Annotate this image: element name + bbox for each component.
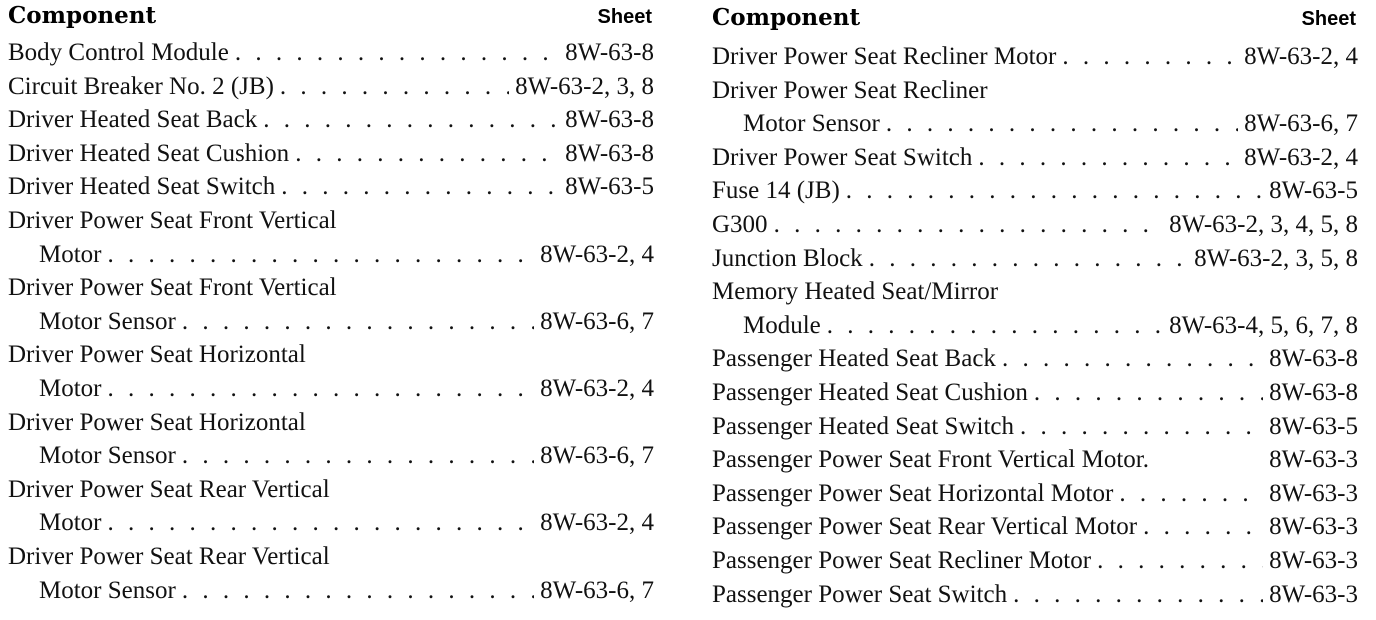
index-entry xyxy=(8,305,654,339)
sheet-reference: 8W-63-3 xyxy=(1269,446,1358,474)
component-name: Passenger Heated Seat Cushion xyxy=(712,378,1028,406)
sheet-reference: 8W-63-6, 7 xyxy=(540,442,654,470)
index-entry xyxy=(712,443,1358,477)
index-entry xyxy=(712,174,1358,208)
index-entry xyxy=(8,103,654,137)
index-entry xyxy=(8,473,654,507)
dot-leader xyxy=(295,137,559,171)
right-entries xyxy=(712,40,1358,611)
index-entry xyxy=(8,271,654,305)
dot-leader xyxy=(978,141,1238,175)
component-name: Driver Power Seat Horizontal xyxy=(8,408,306,436)
sheet-heading: Sheet xyxy=(1301,8,1356,30)
dot-leader xyxy=(1097,544,1263,578)
sheet-reference: 8W-63-6, 7 xyxy=(1244,110,1358,138)
index-entry xyxy=(712,208,1358,242)
component-name: Passenger Power Seat Recliner Motor xyxy=(712,546,1092,574)
sheet-reference: 8W-63-3 xyxy=(1269,546,1358,574)
sheet-reference: 8W-63-2, 3, 4, 5, 8 xyxy=(1169,210,1358,238)
dot-leader xyxy=(280,70,509,104)
component-name: Driver Heated Seat Cushion xyxy=(8,139,290,167)
dot-leader xyxy=(827,309,1163,343)
dot-leader xyxy=(869,242,1188,276)
index-entry xyxy=(712,477,1358,511)
sheet-reference: 8W-63-8 xyxy=(565,106,654,134)
index-entry xyxy=(8,238,654,272)
dot-leader xyxy=(108,372,535,406)
sheet-reference: 8W-63-6, 7 xyxy=(540,576,654,604)
index-entry xyxy=(8,338,654,372)
component-name: Module xyxy=(743,311,821,339)
dot-leader xyxy=(108,506,535,540)
component-name: Driver Power Seat Recliner xyxy=(712,76,988,104)
dot-leader xyxy=(1020,410,1263,444)
component-name: Passenger Power Seat Rear Vertical Motor xyxy=(712,513,1138,541)
component-name: Driver Power Seat Rear Vertical xyxy=(8,475,330,503)
dot-leader xyxy=(774,208,1164,242)
sheet-reference: 8W-63-6, 7 xyxy=(540,307,654,335)
component-name: Driver Power Seat Recliner Motor xyxy=(712,43,1057,70)
dot-leader xyxy=(886,107,1238,141)
dot-leader xyxy=(235,36,559,70)
index-entry xyxy=(712,242,1358,276)
dot-leader xyxy=(1119,477,1263,511)
index-entry xyxy=(8,506,654,540)
component-name: Motor xyxy=(39,509,102,537)
sheet-reference: 8W-63-2, 3, 5, 8 xyxy=(1194,244,1358,272)
component-heading: Component xyxy=(712,4,861,31)
index-entry xyxy=(712,342,1358,376)
sheet-reference: 8W-63-5 xyxy=(1269,177,1358,205)
dot-leader xyxy=(182,574,534,608)
left-column xyxy=(8,0,654,607)
index-entry xyxy=(8,70,654,104)
index-entry xyxy=(712,107,1358,141)
index-entry xyxy=(8,372,654,406)
component-name: Passenger Heated Seat Switch xyxy=(712,412,1015,440)
index-entry xyxy=(712,40,1358,74)
sheet-reference: 8W-63-2, 3, 8 xyxy=(515,72,654,100)
left-entries xyxy=(8,36,654,607)
sheet-reference: 8W-63-8 xyxy=(1269,378,1358,406)
index-entry xyxy=(8,540,654,574)
index-entry xyxy=(712,544,1358,578)
component-name: Driver Power Seat Switch xyxy=(712,143,973,171)
sheet-reference: 8W-63-4, 5, 6, 7, 8 xyxy=(1169,311,1358,339)
sheet-reference: 8W-63-3 xyxy=(1269,580,1358,608)
component-name: Circuit Breaker No. 2 (JB) xyxy=(8,72,274,100)
index-entry xyxy=(712,74,1358,108)
dot-leader xyxy=(182,439,534,473)
index-entry xyxy=(8,439,654,473)
sheet-reference: 8W-63-5 xyxy=(1269,412,1358,440)
sheet-reference: 8W-63-2, 4 xyxy=(1244,143,1358,171)
right-column xyxy=(712,0,1358,611)
component-name: Motor xyxy=(39,374,102,402)
component-name: Body Control Module xyxy=(8,39,229,66)
sheet-reference: 8W-63-2, 4 xyxy=(1244,43,1358,70)
index-entry xyxy=(712,410,1358,444)
component-name: Passenger Power Seat Switch xyxy=(712,580,1008,608)
index-entry xyxy=(712,309,1358,343)
component-name: Driver Heated Seat Switch xyxy=(8,173,276,201)
component-name: Driver Power Seat Front Vertical xyxy=(8,206,337,234)
index-entry xyxy=(8,406,654,440)
sheet-reference: 8W-63-3 xyxy=(1269,513,1358,541)
dot-leader xyxy=(1013,578,1263,612)
sheet-reference: 8W-63-8 xyxy=(565,139,654,167)
right-column-header xyxy=(712,0,1358,40)
index-entry xyxy=(8,36,654,70)
index-entry xyxy=(712,376,1358,410)
index-entry xyxy=(712,510,1358,544)
sheet-reference: 8W-63-8 xyxy=(565,39,654,66)
sheet-heading: Sheet xyxy=(597,6,652,28)
component-name: Driver Heated Seat Back xyxy=(8,106,258,134)
component-name: Junction Block xyxy=(712,244,863,272)
component-name: Motor Sensor xyxy=(743,110,880,138)
sheet-reference: 8W-63-5 xyxy=(565,173,654,201)
dot-leader xyxy=(108,238,535,272)
index-entry xyxy=(8,170,654,204)
left-column-header xyxy=(8,0,654,36)
dot-leader xyxy=(1034,376,1263,410)
dot-leader xyxy=(182,305,534,339)
sheet-reference: 8W-63-2, 4 xyxy=(540,374,654,402)
dot-leader xyxy=(1002,342,1263,376)
component-name: Motor Sensor xyxy=(39,442,176,470)
sheet-reference: 8W-63-8 xyxy=(1269,345,1358,373)
dot-leader xyxy=(846,174,1263,208)
component-name: Driver Power Seat Front Vertical xyxy=(8,274,337,302)
index-entry xyxy=(712,578,1358,612)
component-name: Passenger Heated Seat Back xyxy=(712,345,996,373)
component-heading: Component xyxy=(8,2,157,29)
dot-leader xyxy=(1143,510,1263,544)
component-name: Driver Power Seat Rear Vertical xyxy=(8,542,330,570)
dot-leader xyxy=(263,103,559,137)
index-entry xyxy=(8,204,654,238)
sheet-reference: 8W-63-3 xyxy=(1269,479,1358,507)
component-name: Motor Sensor xyxy=(39,576,176,604)
sheet-reference: 8W-63-2, 4 xyxy=(540,240,654,268)
index-entry xyxy=(8,574,654,608)
component-name: Motor Sensor xyxy=(39,307,176,335)
component-name: Fuse 14 (JB) xyxy=(712,177,840,205)
component-name: Passenger Power Seat Horizontal Motor xyxy=(712,479,1114,507)
dot-leader xyxy=(281,170,559,204)
sheet-reference: 8W-63-2, 4 xyxy=(540,509,654,537)
index-entry xyxy=(712,141,1358,175)
component-name: Memory Heated Seat/Mirror xyxy=(712,278,999,306)
component-name: Passenger Power Seat Front Vertical Motor. xyxy=(712,446,1149,474)
dot-leader xyxy=(1062,40,1238,74)
component-name: Driver Power Seat Horizontal xyxy=(8,341,306,369)
component-name: G300 xyxy=(712,210,768,238)
component-name: Motor xyxy=(39,240,102,268)
index-entry xyxy=(8,137,654,171)
index-entry xyxy=(712,275,1358,309)
